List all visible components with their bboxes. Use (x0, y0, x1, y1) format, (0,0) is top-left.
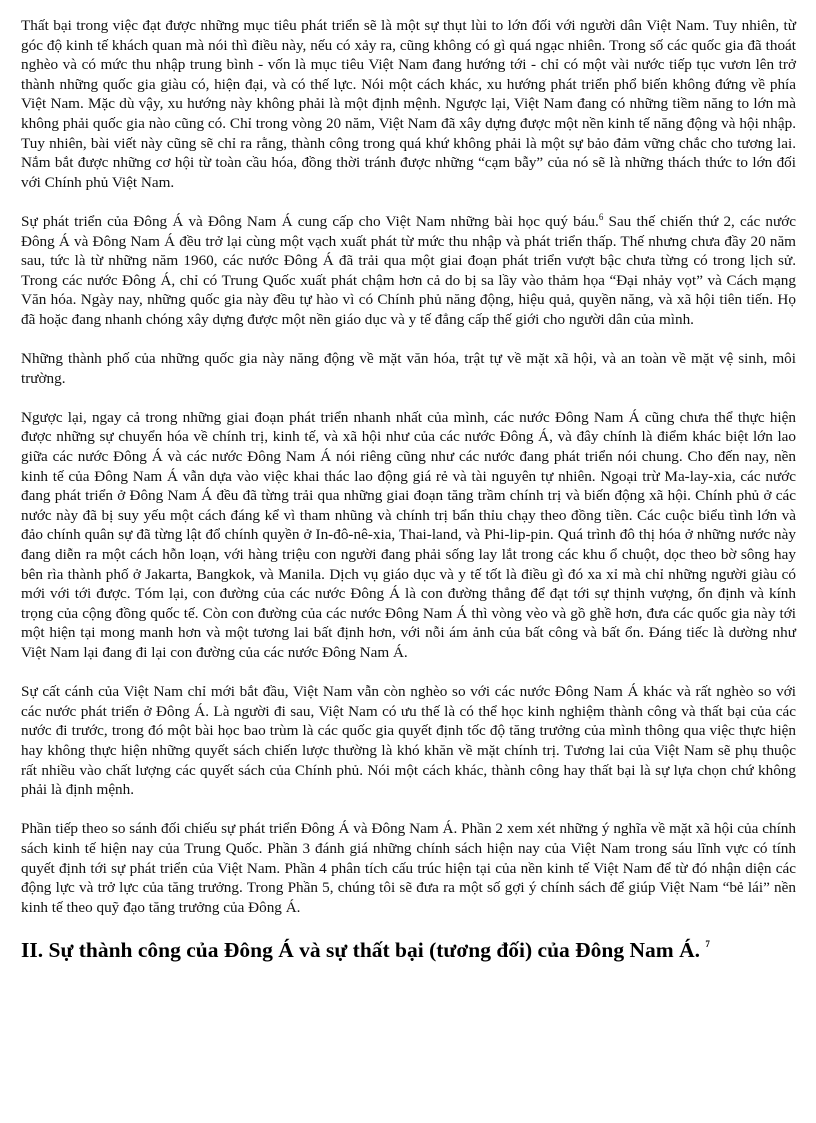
paragraph-2 (21, 212, 796, 330)
section-heading-text: II. Sự thành công của Đông Á và sự thất bại (tương đối) của Đông Nam Á. (21, 937, 700, 962)
paragraph-3: Những thành phố của những quốc gia này năng động về mặt văn hóa, trật tự về mặt xã hội, và an toàn về mặt vệ sinh, môi trường. (21, 350, 796, 387)
paragraph-4: Ngược lại, ngay cả trong những giai đoạn phát triển nhanh nhất của mình, các nước Đông Nam Á cũng chưa thể thực hiện được những sự chuyển hóa về chính trị, kinh tế, và xã hội như của các nước Đông Á, và đây chính là điểm khác biệt lớn lao giữa các nước Đông Á và các nước Đông Nam Á nói riêng cũng như các nước đang phát triển nói chung. Cho đến nay, nền kinh tế của Đông Nam Á vẫn dựa vào việc khai thác lao động giá rẻ và tài nguyên tự nhiên. Ngoại trừ Ma-lay-xia, các nước đang phát triển ở Đông Nam Á đều đã từng trải qua những giai đoạn tăng trầm chính trị và biến động xã hội. Chính phủ ở các nước này đã bị suy yếu một cách đáng kể vì tham nhũng và chính trị bẩn thỉu chạy theo đồng tiền. Các cuộc biểu tình lớn và đảo chính quân sự đã từng lật đổ chính quyền ở In-đô-nê-xia, Thai-land, và Phi-lip-pin. Quá trình đô thị hóa ở những nước này đang diễn ra một cách hỗn loạn, với hàng triệu con người đang phải sống lay lắt trong các khu ổ chuột, dọc theo bờ sông hay bên rìa thành phố ở Jakarta, Bangkok, và Manila. Dịch vụ giáo dục và y tế tốt là điều gì đó xa xỉ mà chỉ những người giàu có mới với tới được. Tóm lại, con đường của các nước Đông Á là con đường thẳng để đạt tới sự thịnh vượng, ổn định và kính trọng của cộng đồng quốc tế. Còn con đường của các nước Đông Nam Á thì vòng vèo và gồ ghề hơn, đưa các quốc gia này tới một hiện tại mong manh hơn và một tương lai bất định hơn, với nỗi ám ảnh của bất công và bất ổn. Đáng tiếc là dường như Việt Nam lại đang đi lại con đường của các nước Đông Nam Á. (21, 408, 796, 661)
paragraph-2-text-before: Sự phát triển của Đông Á và Đông Nam Á cung cấp cho Việt Nam những bài học quý báu. (21, 212, 599, 230)
paragraph-2-text-after: Sau thế chiến thứ 2, các nước Đông Á và Đông Nam Á đều trở lại cùng một vạch xuất phát từ mức thu nhập và phát triển thấp. Thế nhưng chưa đầy 20 năm sau, tức là từ những năm 1960, các nước Đông Á đã trải qua một giai đoạn phát triển vượt bậc chưa từng có trong lịch sử. Trong các nước Đông Á, chỉ có Trung Quốc xuất phát chậm hơn cả do bị sa lầy vào thảm họa “Đại nhảy vọt” và Cách mạng Văn hóa. Ngày nay, những quốc gia này đều tự hào vì có Chính phủ năng động, hiệu quả, quyền năng, và xã hội tiên tiến. Họ đã hoặc đang nhanh chóng xây dựng được một nền giáo dục và y tế đẳng cấp thế giới cho người dân của mình. (21, 212, 796, 328)
document-page (21, 16, 796, 963)
paragraph-5: Sự cất cánh của Việt Nam chỉ mới bắt đầu, Việt Nam vẫn còn nghèo so với các nước Đông Nam Á khác và rất nghèo so với các nước phát triển ở Đông Á. Là người đi sau, Việt Nam có ưu thế là có thể học kinh nghiệm thành công và thất bại của các nước đi trước, trong đó một bài học bao trùm là các quốc gia quyết định tốc độ tăng trưởng của mình thông qua việc thực hiện hay không thực hiện những quyết sách chiến lược thường là khó khăn về mặt chính trị. Tương lai của Việt Nam sẽ phụ thuộc rất nhiều vào chất lượng các quyết sách của Chính phủ. Nói một cách khác, thành công hay thất bại là sự lựa chọn chứ không phải là định mệnh. (21, 683, 796, 799)
footnote-marker-6[interactable]: 6 (598, 211, 604, 222)
section-heading (21, 937, 796, 963)
footnote-marker-7[interactable]: 7 (705, 938, 710, 949)
paragraph-6: Phần tiếp theo so sánh đối chiếu sự phát triển Đông Á và Đông Nam Á. Phần 2 xem xét những ý nghĩa về mặt xã hội của chính sách kinh tế hiện nay của Trung Quốc. Phần 3 đánh giá những chính sách hiện nay của Việt Nam trong sáu lĩnh vực có tính quyết định tới sự phát triển của Việt Nam. Phần 4 phân tích cấu trúc hiện tại của nền kinh tế Việt Nam để từ đó nhận diện các động lực và trở lực của tăng trưởng. Trong Phần 5, chúng tôi sẽ đưa ra một số gợi ý chính sách để giúp Việt Nam “bẻ lái” nền kinh tế theo quỹ đạo tăng trưởng của Đông Á. (21, 820, 796, 916)
paragraph-1: Thất bại trong việc đạt được những mục tiêu phát triển sẽ là một sự thụt lùi to lớn đối với người dân Việt Nam. Tuy nhiên, từ góc độ kinh tế khách quan mà nói thì điều này, nếu có xảy ra, cũng không có gì quá ngạc nhiên. Trong số các quốc gia đã thoát nghèo và có mức thu nhập trung bình - vốn là mục tiêu Việt Nam đang hướng tới - chỉ có một vài nước tiếp tục vươn lên trở thành những quốc gia giàu có, hiện đại, và có thế lực. Nói một cách khác, xu hướng phát triển phổ biến không đứng về phía Việt Nam. Mặc dù vậy, xu hướng này không phải là một định mệnh. Ngược lại, Việt Nam đang có những tiềm năng to lớn mà không phải quốc gia nào cũng có. Chỉ trong vòng 20 năm, Việt Nam đã xây dựng được một nền kinh tế năng động và hội nhập. Tuy nhiên, bài viết này cũng sẽ chỉ ra rằng, thành công trong quá khứ không phải là một sự bảo đảm vững chắc cho tương lai. Nắm bắt được những cơ hội từ toàn cầu hóa, đồng thời tránh được những “cạm bẫy” của nó sẽ là những thách thức to lớn đối với Chính phủ Việt Nam. (21, 17, 796, 191)
